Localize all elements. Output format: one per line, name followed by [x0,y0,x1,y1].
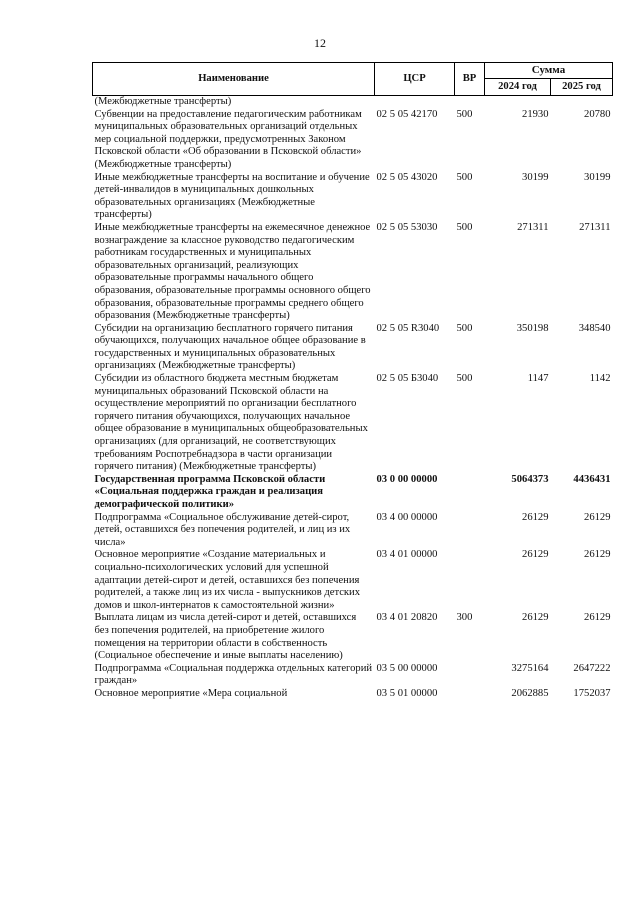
row-csr: 03 5 01 00000 [376,687,438,699]
row-name: Выплата лицам из числа детей-сирот и детей, оставшихся без попечения родителей, на приобретение жилого помещения на территории области в собственность (Социальное обеспечение и иные выплаты населению) [94,612,357,662]
table-row [93,373,613,474]
row-value-2024: 1147 [527,373,549,385]
row-csr: 02 5 05 Б3040 [376,373,439,385]
row-vr: 500 [456,221,473,233]
header-name: Наименование [93,63,375,96]
row-csr: 02 5 05 42170 [376,108,438,120]
row-csr: 03 4 01 20820 [376,612,438,624]
row-csr: 03 0 00 00000 [376,473,438,485]
header-year-2025: 2025 год [551,79,613,96]
table-row-lead [93,96,613,109]
row-name: (Межбюджетные трансферты) [94,96,232,107]
row-vr [455,512,485,550]
row-vr: 500 [456,171,473,183]
row-name: Субсидии на организацию бесплатного горячего питания обучающихся, получающих начальное общее образование в государственных и муниципальных образовательных организациях (Межбюджетные трансферты) [94,322,366,372]
table-header [93,63,613,96]
row-value-2025: 26129 [584,612,611,624]
table-row [93,612,613,662]
table-row [93,663,613,688]
header-sum: Сумма [485,63,613,79]
table-row [93,512,613,550]
row-value-2024: 30199 [522,171,549,183]
row-csr: 03 5 00 00000 [376,662,438,674]
table-row [93,109,613,172]
table-row [93,688,613,701]
row-name: Иные межбюджетные трансферты на ежемесячное денежное вознаграждение за классное руководство педагогическим работникам государственных и муниципальных образовательных организаций, реализующих образовательные программы начального общего образования, образовательные программы основного общего образования, образовательные программы среднего общего образования (Межбюджетные трансферты) [94,221,371,322]
row-value-2025: 26129 [584,511,611,523]
row-vr: 300 [456,612,473,624]
row-value-2025: 2647222 [573,662,611,674]
row-value-2025: 30199 [584,171,611,183]
row-value-2025: 4436431 [573,473,611,485]
row-csr: 03 4 00 00000 [376,511,438,523]
table-row [93,222,613,323]
row-name: Иные межбюджетные трансферты на воспитание и обучение детей-инвалидов в муниципальных дошкольных образовательных организациях (Межбюджетные трансферты) [94,171,370,221]
row-value-2025: 20780 [584,108,611,120]
row-csr: 02 5 05 53030 [376,221,438,233]
table-row [93,172,613,222]
row-csr: 03 4 01 00000 [376,549,438,561]
row-value-2024: 271311 [517,221,549,233]
row-csr: 02 5 05 R3040 [376,322,440,334]
row-value-2025: 1752037 [573,687,611,699]
header-year-2024: 2024 год [485,79,551,96]
row-value-2025: 1142 [589,373,611,385]
table-row [93,323,613,373]
row-value-2024: 2062885 [511,687,549,699]
header-vr: ВР [455,63,485,96]
row-vr [455,663,485,688]
row-name: Основное мероприятие «Создание материальных и социально-психологических условий для успешной адаптации детей-сирот и детей, оставшихся без попечения родителей, а также лиц из их числа - выпускников детских домов и школ-интернатов к самостоятельной жизни» [94,549,361,611]
row-csr: 02 5 05 43020 [376,171,438,183]
row-name: Подпрограмма «Социальная поддержка отдельных категорий граждан» [94,662,373,687]
row-name: Государственная программа Псковской области «Социальная поддержка граждан и реализация демографической политики» [94,473,326,510]
row-value-2024: 26129 [522,549,549,561]
row-value-2024: 26129 [522,612,549,624]
row-value-2024: 350198 [516,322,549,334]
row-vr: 500 [456,373,473,385]
table-row [93,474,613,512]
row-value-2024: 5064373 [511,473,549,485]
row-name: Субвенции на предоставление педагогическим работникам муниципальных образовательных организаций отдельных мер социальной поддержки, предусмотренных Законом Псковской области «Об образовании в Псковской области» (Межбюджетные трансферты) [94,108,362,170]
row-value-2024: 21930 [522,108,549,120]
row-value-2024: 26129 [522,511,549,523]
header-csr: ЦСР [375,63,455,96]
table-row [93,549,613,612]
row-vr: 500 [456,322,473,334]
row-name: Субсидии из областного бюджета местным бюджетам муниципальных образований Псковской области на осуществление мероприятий по организации бесплатного горячего питания обучающихся, получающих начальное общее образование в муниципальных общеобразовательных организациях (для организаций, не соответствующих требованиям Роспотребнадзора в части организации горячего питания) (Межбюджетные трансферты) [94,373,368,473]
row-value-2025: 271311 [579,221,611,233]
row-vr: 500 [456,108,473,120]
row-value-2025: 348540 [578,322,611,334]
row-name: Подпрограмма «Социальное обслуживание детей-сирот, детей, оставшихся без попечения родителей, и лиц из их числа» [94,511,351,548]
page-number: 12 [314,36,326,50]
table-body [93,96,613,701]
row-vr [455,688,485,701]
row-value-2025: 26129 [584,549,611,561]
row-vr [455,549,485,612]
row-name: Основное мероприятие «Мера социальной [94,687,288,699]
row-vr [455,474,485,512]
row-value-2024: 3275164 [511,662,549,674]
budget-table [92,62,613,701]
